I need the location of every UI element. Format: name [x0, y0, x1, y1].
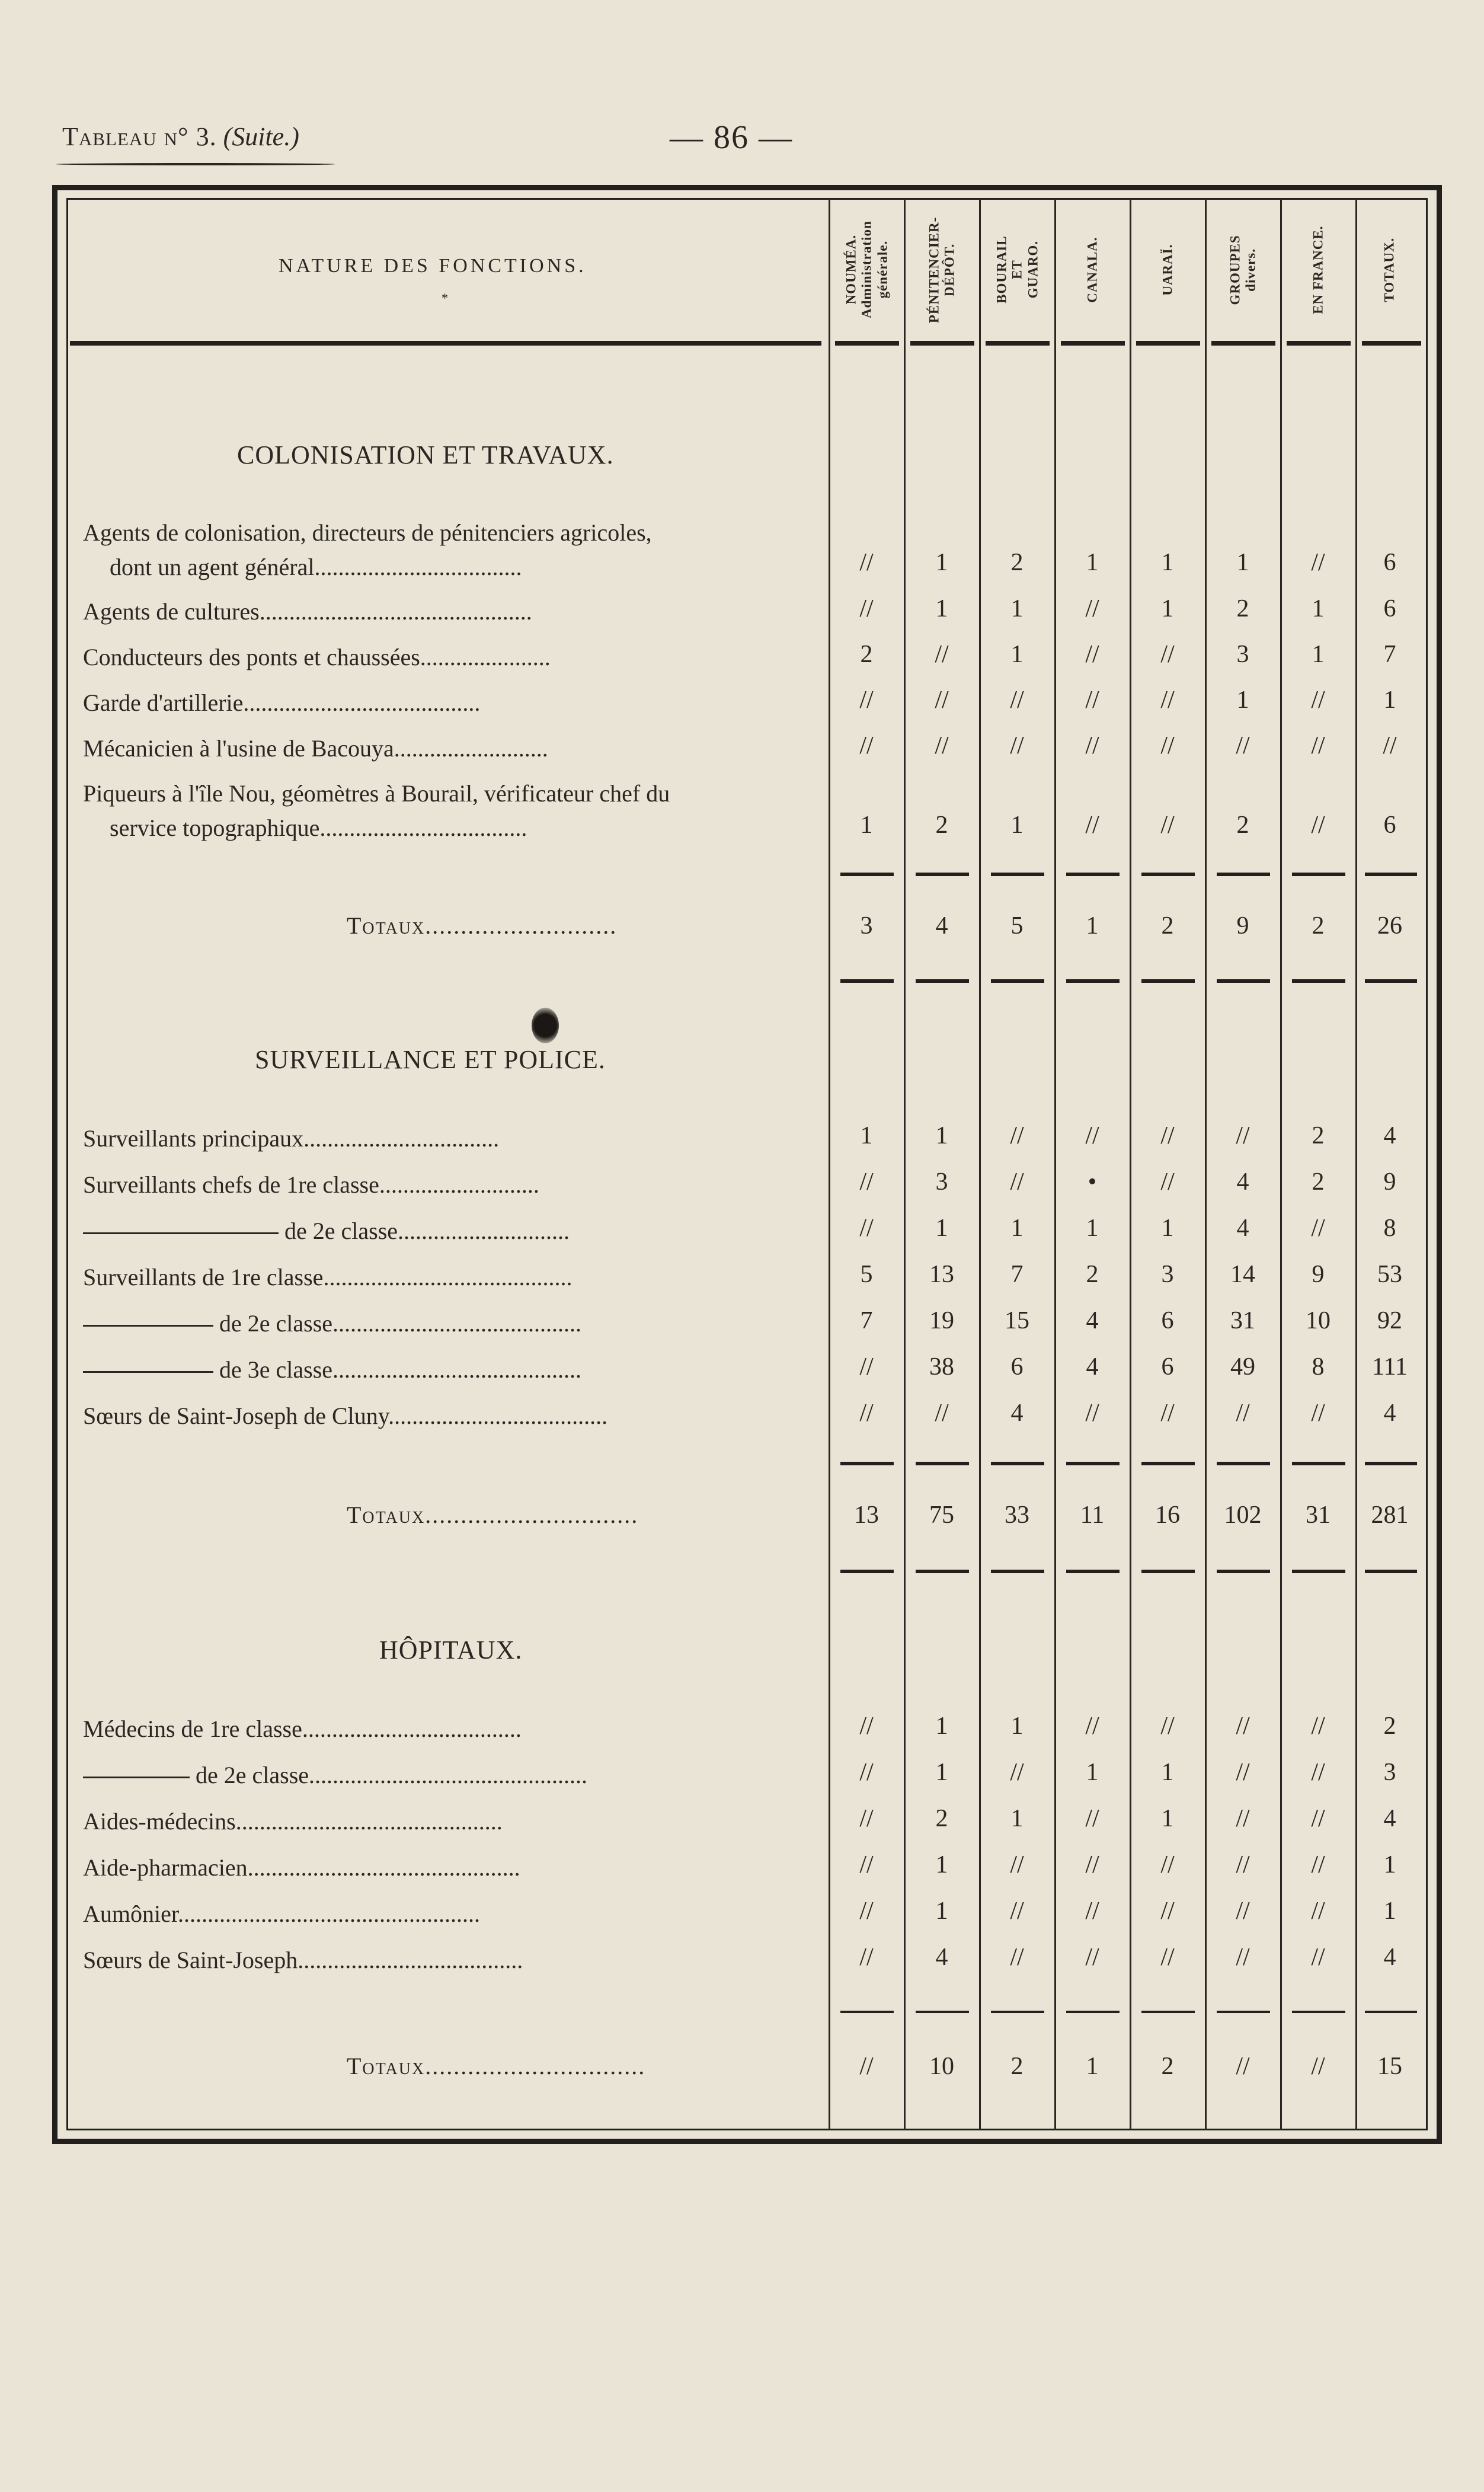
- cell: 3: [1161, 1261, 1174, 1288]
- cell: //: [1010, 1168, 1024, 1196]
- cell: //: [1236, 1400, 1250, 1427]
- cell: 1: [935, 595, 948, 622]
- cell: //: [1160, 1713, 1175, 1740]
- cell: 1: [935, 1897, 948, 1925]
- total-cell: //: [859, 2053, 874, 2080]
- row-label: de 2e classe...............................................: [83, 1758, 824, 1793]
- cell: //: [859, 1944, 874, 1971]
- total-cell: 2: [1161, 912, 1174, 940]
- row-label: Conducteurs des ponts et chaussées......................: [83, 644, 551, 670]
- column-header-totaux: TOTAUX.: [1381, 237, 1397, 302]
- header-rule: [1061, 341, 1125, 346]
- cell: //: [1311, 549, 1325, 576]
- cell: //: [859, 1168, 874, 1196]
- header-rule: [835, 341, 899, 346]
- cell: //: [859, 732, 874, 759]
- row-label: Surveillants de 1re classe..........................................: [83, 1264, 573, 1290]
- row-label: Surveillants principaux.................................: [83, 1125, 500, 1152]
- cell: //: [1085, 732, 1099, 759]
- cell: //: [935, 641, 949, 668]
- cell: 6: [1383, 549, 1396, 576]
- cell: 6: [1010, 1353, 1024, 1381]
- cell: 1: [860, 1122, 873, 1149]
- total-cell: 15: [1377, 2053, 1402, 2080]
- column-header-noumea: NOUMÉA. Administration générale.: [843, 221, 890, 319]
- column-header-groupes: GROUPES divers.: [1227, 234, 1258, 305]
- cell: //: [1010, 1944, 1024, 1971]
- cell: 3: [1236, 641, 1249, 668]
- cell: 1: [935, 549, 948, 576]
- cell: //: [1085, 1805, 1099, 1832]
- table-frame-inner: [66, 198, 1428, 2130]
- cell: 38: [929, 1353, 954, 1381]
- header-star: *: [442, 290, 448, 305]
- row-label: Garde d'artillerie........................................: [83, 689, 481, 716]
- cell: 2: [1010, 549, 1024, 576]
- total-cell: 2: [1312, 912, 1325, 940]
- cell: //: [1236, 1805, 1250, 1832]
- cell: 7: [1383, 641, 1396, 668]
- cell: 9: [1383, 1168, 1396, 1196]
- cell: //: [859, 1897, 874, 1925]
- cell: 6: [1383, 595, 1396, 622]
- row-label: de 3e classe..........................................: [83, 1353, 824, 1387]
- table-suite: (Suite.): [223, 122, 299, 151]
- total-cell: 1: [1086, 912, 1099, 940]
- column-header-bourail: BOURAIL ET GUARO.: [994, 235, 1041, 304]
- cell: 8: [1312, 1353, 1325, 1381]
- cell: 7: [860, 1307, 873, 1334]
- row-label: Aide-pharmacien..............................................: [83, 1854, 520, 1881]
- cell: //: [1085, 1897, 1099, 1925]
- cell: //: [1085, 595, 1099, 622]
- page-number: — 86 —: [670, 119, 793, 156]
- header-rule: [910, 341, 974, 346]
- cell: 4: [1086, 1353, 1099, 1381]
- row-label: de 2e classe..........................................: [83, 1306, 824, 1341]
- cell: 4: [1383, 1944, 1396, 1971]
- table-label: [62, 122, 299, 152]
- column-divider: [904, 198, 906, 2130]
- cell: //: [1236, 1713, 1250, 1740]
- cell: //: [1236, 1897, 1250, 1925]
- cell: //: [859, 549, 874, 576]
- cell: //: [1311, 812, 1325, 839]
- cell: //: [1311, 732, 1325, 759]
- cell: 1: [1086, 549, 1099, 576]
- header-rule: [1287, 341, 1351, 346]
- cell: //: [859, 1851, 874, 1878]
- cell: //: [1311, 1851, 1325, 1878]
- cell: 5: [860, 1261, 873, 1288]
- totals-label: Totaux...........................: [347, 912, 618, 939]
- cell: //: [1236, 1944, 1250, 1971]
- section-title: HÔPITAUX.: [379, 1635, 523, 1664]
- column-header-penitencier: PÉNITENCIER-DÉPÔT.: [926, 216, 958, 323]
- cell: //: [859, 1805, 874, 1832]
- cell: 4: [1236, 1168, 1249, 1196]
- total-cell: 4: [935, 912, 948, 940]
- column-divider: [979, 198, 981, 2130]
- cell: //: [1383, 732, 1397, 759]
- cell: 1: [935, 1215, 948, 1242]
- cell: //: [859, 1713, 874, 1740]
- cell: 1: [1312, 641, 1325, 668]
- cell: //: [859, 595, 874, 622]
- header-rule: [1362, 341, 1421, 346]
- header-rule: [986, 341, 1050, 346]
- totals-label: Totaux...............................: [347, 2053, 646, 2079]
- cell: //: [1236, 1851, 1250, 1878]
- cell: 1: [935, 1122, 948, 1149]
- cell: 2: [1086, 1261, 1099, 1288]
- total-cell: 3: [860, 912, 873, 940]
- cell: //: [1236, 732, 1250, 759]
- column-header-nature: NATURE DES FONCTIONS.: [279, 255, 587, 277]
- row-label: Surveillants chefs de 1re classe...........................: [83, 1171, 539, 1198]
- total-cell: 26: [1377, 912, 1402, 940]
- ink-blot: [532, 1008, 559, 1043]
- cell: //: [1236, 1122, 1250, 1149]
- cell: 2: [1236, 595, 1249, 622]
- total-cell: 11: [1080, 1501, 1105, 1529]
- row-label: Médecins de 1re classe.....................................: [83, 1715, 522, 1742]
- cell: //: [1311, 1944, 1325, 1971]
- cell: 53: [1377, 1261, 1402, 1288]
- cell: 1: [1161, 1215, 1174, 1242]
- cell: 1: [1010, 1713, 1024, 1740]
- cell: //: [1085, 1400, 1099, 1427]
- cell: 2: [1236, 812, 1249, 839]
- cell: //: [1160, 1400, 1175, 1427]
- cell: 1: [1086, 1215, 1099, 1242]
- cell: //: [1010, 1897, 1024, 1925]
- cell: 6: [1383, 812, 1396, 839]
- cell: //: [935, 732, 949, 759]
- cell: 7: [1010, 1261, 1024, 1288]
- column-divider: [1054, 198, 1056, 2130]
- section-title: COLONISATION ET TRAVAUX.: [237, 440, 614, 469]
- cell: 4: [1383, 1400, 1396, 1427]
- total-cell: 2: [1010, 2053, 1024, 2080]
- cell: 1: [860, 812, 873, 839]
- table-number: Tableau n° 3.: [62, 122, 217, 151]
- cell: //: [859, 1400, 874, 1427]
- cell: 2: [1312, 1122, 1325, 1149]
- cell: 6: [1161, 1307, 1174, 1334]
- cell: //: [1010, 1759, 1024, 1786]
- cell: 2: [935, 812, 948, 839]
- header-rule: [1136, 341, 1200, 346]
- cell: 14: [1230, 1261, 1255, 1288]
- cell: 1: [1236, 549, 1249, 576]
- cell: 1: [1383, 686, 1396, 714]
- cell: //: [1085, 1713, 1099, 1740]
- column-divider: [1355, 198, 1357, 2130]
- total-cell: 102: [1224, 1501, 1262, 1529]
- cell: 1: [1161, 595, 1174, 622]
- cell: //: [1085, 812, 1099, 839]
- cell: 1: [1010, 812, 1024, 839]
- cell: //: [1085, 1944, 1099, 1971]
- section-title: SURVEILLANCE ET POLICE.: [255, 1045, 606, 1074]
- cell: //: [859, 1759, 874, 1786]
- total-cell: 9: [1236, 912, 1249, 940]
- cell: 1: [1312, 595, 1325, 622]
- column-divider: [1205, 198, 1207, 2130]
- cell: 19: [929, 1307, 954, 1334]
- cell: 111: [1372, 1353, 1408, 1381]
- cell: 2: [1383, 1713, 1396, 1740]
- cell: 1: [935, 1759, 948, 1786]
- row-label: Piqueurs à l'île Nou, géomètres à Bourail, vérificateur chef du service topographique...................................: [83, 780, 670, 841]
- total-cell: 10: [929, 2053, 954, 2080]
- column-divider: [1280, 198, 1282, 2130]
- cell: 1: [1383, 1897, 1396, 1925]
- cell: //: [1311, 1805, 1325, 1832]
- cell: 6: [1161, 1353, 1174, 1381]
- cell: 1: [1010, 1215, 1024, 1242]
- column-header-canala: CANALA.: [1085, 237, 1100, 303]
- header-rule: [56, 163, 335, 165]
- cell: //: [1085, 1851, 1099, 1878]
- cell: 9: [1312, 1261, 1325, 1288]
- cell: //: [1160, 1851, 1175, 1878]
- cell: 1: [1161, 1805, 1174, 1832]
- cell: 1: [935, 1851, 948, 1878]
- cell: //: [1160, 732, 1175, 759]
- cell: //: [1160, 812, 1175, 839]
- cell: //: [1010, 1851, 1024, 1878]
- cell: 10: [1306, 1307, 1331, 1334]
- total-cell: 75: [929, 1501, 954, 1529]
- cell: 92: [1377, 1307, 1402, 1334]
- total-cell: 1: [1086, 2053, 1099, 2080]
- total-cell: 33: [1005, 1501, 1029, 1529]
- total-cell: //: [1311, 2053, 1325, 2080]
- header-rule: [70, 341, 821, 346]
- total-cell: 31: [1306, 1501, 1331, 1529]
- cell: //: [1236, 1759, 1250, 1786]
- totals-label: Totaux..............................: [347, 1501, 639, 1528]
- cell: 3: [935, 1168, 948, 1196]
- cell: //: [1311, 1215, 1325, 1242]
- cell: 1: [1161, 1759, 1174, 1786]
- row-label: Sœurs de Saint-Joseph de Cluny.....................................: [83, 1402, 608, 1429]
- cell: •: [1088, 1168, 1097, 1196]
- cell: //: [935, 686, 949, 714]
- cell: 2: [860, 641, 873, 668]
- cell: //: [1311, 1759, 1325, 1786]
- cell: //: [1311, 1897, 1325, 1925]
- cell: //: [1160, 1897, 1175, 1925]
- cell: //: [1160, 641, 1175, 668]
- row-label: Aumônier...................................................: [83, 1900, 480, 1927]
- cell: //: [1311, 1713, 1325, 1740]
- cell: 1: [1383, 1851, 1396, 1878]
- cell: 13: [929, 1261, 954, 1288]
- total-cell: 13: [854, 1501, 879, 1529]
- row-label: Aides-médecins.............................................: [83, 1808, 503, 1835]
- total-cell: 16: [1155, 1501, 1180, 1529]
- cell: 4: [1236, 1215, 1249, 1242]
- cell: //: [1160, 686, 1175, 714]
- cell: 4: [935, 1944, 948, 1971]
- cell: //: [1160, 1168, 1175, 1196]
- cell: //: [1010, 732, 1024, 759]
- cell: 2: [935, 1805, 948, 1832]
- cell: //: [1160, 1122, 1175, 1149]
- cell: 1: [935, 1713, 948, 1740]
- cell: //: [859, 686, 874, 714]
- total-cell: 281: [1371, 1501, 1409, 1529]
- cell: 4: [1010, 1400, 1024, 1427]
- row-label: Sœurs de Saint-Joseph......................................: [83, 1947, 523, 1973]
- cell: //: [859, 1215, 874, 1242]
- cell: //: [859, 1353, 874, 1381]
- cell: 3: [1383, 1759, 1396, 1786]
- cell: //: [1085, 1122, 1099, 1149]
- cell: 1: [1010, 641, 1024, 668]
- cell: //: [1010, 1122, 1024, 1149]
- cell: 15: [1005, 1307, 1029, 1334]
- row-label: Agents de cultures..............................................: [83, 598, 532, 625]
- row-label: Mécanicien à l'usine de Bacouya..........................: [83, 735, 548, 762]
- cell: 1: [1086, 1759, 1099, 1786]
- cell: 49: [1230, 1353, 1255, 1381]
- row-label: Agents de colonisation, directeurs de pénitenciers agricoles, dont un agent général...................................: [83, 519, 652, 580]
- cell: 1: [1010, 595, 1024, 622]
- cell: 1: [1236, 686, 1249, 714]
- total-cell: //: [1236, 2053, 1250, 2080]
- column-header-uarai: UARAÏ.: [1160, 244, 1175, 296]
- cell: 8: [1383, 1215, 1396, 1242]
- cell: 2: [1312, 1168, 1325, 1196]
- cell: 4: [1086, 1307, 1099, 1334]
- cell: //: [1085, 686, 1099, 714]
- cell: 1: [1161, 549, 1174, 576]
- column-divider: [829, 198, 830, 2130]
- cell: //: [935, 1400, 949, 1427]
- total-cell: 2: [1161, 2053, 1174, 2080]
- cell: //: [1010, 686, 1024, 714]
- cell: 31: [1230, 1307, 1255, 1334]
- column-header-france: EN FRANCE.: [1310, 225, 1326, 314]
- row-label: de 2e classe.............................: [83, 1214, 824, 1248]
- cell: 1: [1010, 1805, 1024, 1832]
- cell: //: [1085, 641, 1099, 668]
- total-cell: 5: [1010, 912, 1024, 940]
- cell: 4: [1383, 1122, 1396, 1149]
- cell: 4: [1383, 1805, 1396, 1832]
- cell: //: [1311, 1400, 1325, 1427]
- cell: //: [1160, 1944, 1175, 1971]
- column-divider: [1130, 198, 1131, 2130]
- cell: //: [1311, 686, 1325, 714]
- header-rule: [1211, 341, 1275, 346]
